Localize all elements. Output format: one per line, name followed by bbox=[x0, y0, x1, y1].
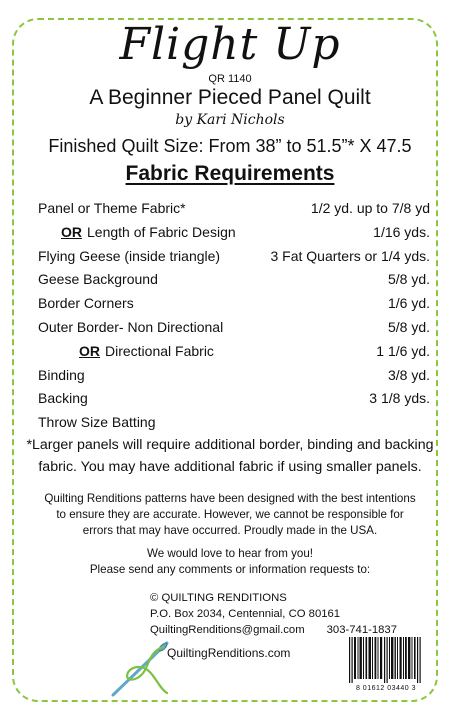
pattern-code: QR 1140 bbox=[208, 73, 252, 85]
fabric-name: Panel or Theme Fabric* bbox=[38, 200, 186, 216]
finished-size: Finished Quilt Size: From 38” to 51.5”* X 47.5 bbox=[48, 136, 412, 156]
fabric-row bbox=[0, 222, 460, 246]
thread-loop bbox=[127, 647, 167, 693]
barcode-bars bbox=[345, 637, 427, 683]
fabric-name: Flying Geese (inside triangle) bbox=[38, 247, 221, 264]
fabric-amount: 1/6 yd. bbox=[387, 295, 430, 312]
fabric-row bbox=[0, 341, 460, 365]
fabric-amount: 3 Fat Quarters or 1/4 yds. bbox=[270, 247, 430, 264]
fabric-requirements-list bbox=[0, 198, 460, 436]
fabric-name: Outer Border- Non Directional bbox=[38, 318, 224, 335]
or-label: OR bbox=[79, 342, 100, 359]
fabric-amount: 1/2 yd. up to 7/8 yd bbox=[310, 200, 430, 216]
panel-size-note: *Larger panels will require additional border, binding and backing fabric. You may have additional fabric if using smaller panels. bbox=[26, 437, 434, 475]
fabric-amount: 1/16 yds. bbox=[373, 223, 430, 240]
pattern-subtitle: A Beginner Pieced Panel Quilt bbox=[89, 86, 371, 109]
fabric-name: Length of Fabric Design bbox=[87, 223, 236, 240]
fabric-heading-text: Fabric Requirements bbox=[125, 162, 335, 185]
fabric-amount: 1 1/6 yd. bbox=[376, 342, 430, 359]
fabric-row bbox=[0, 388, 460, 412]
fabric-amount: 3/8 yd. bbox=[387, 366, 430, 383]
fabric-name: Directional Fabric bbox=[105, 342, 214, 359]
fabric-name: Throw Size Batting bbox=[38, 414, 156, 431]
fabric-row bbox=[0, 293, 460, 317]
fabric-amount: 5/8 yd. bbox=[387, 318, 430, 335]
phone-number: 303-741-1837 bbox=[326, 624, 397, 636]
fabric-requirements-heading bbox=[0, 160, 460, 188]
fabric-row bbox=[0, 317, 460, 341]
fabric-row bbox=[0, 365, 460, 389]
contact-request bbox=[40, 546, 420, 578]
fabric-amount: 5/8 yd. bbox=[387, 271, 430, 288]
po-box: P.O. Box 2034, Centennial, CO 80161 bbox=[150, 608, 341, 620]
fabric-name-wrapper bbox=[61, 222, 236, 242]
contact-line-2: Please send any comments or information requests to: bbox=[89, 563, 371, 576]
barcode-digits: 8 01612 03440 3 bbox=[355, 685, 417, 692]
email-address: QuiltingRenditions@gmail.com bbox=[150, 624, 305, 636]
barcode bbox=[345, 637, 427, 693]
fabric-row bbox=[0, 412, 460, 436]
fabric-row bbox=[0, 269, 460, 293]
website-link[interactable]: QuiltingRenditions.com bbox=[167, 646, 291, 660]
fabric-name: Border Corners bbox=[38, 295, 134, 312]
company-name: © QUILTING RENDITIONS bbox=[150, 592, 287, 604]
fabric-amount: 3 1/8 yds. bbox=[369, 390, 430, 407]
pattern-title: Flight Up bbox=[119, 19, 341, 70]
fabric-row bbox=[0, 246, 460, 270]
disclaimer-text: Quilting Renditions patterns have been designed with the best intentions to ensure they are accurate. However, we cannot be responsible for errors that may have occurred. Proudly made in the USA. bbox=[44, 492, 416, 537]
fabric-name-wrapper bbox=[79, 341, 214, 361]
email-phone-line bbox=[150, 622, 397, 638]
fabric-name: Geese Background bbox=[38, 271, 158, 288]
mailing-address bbox=[150, 590, 397, 638]
fabric-row bbox=[0, 198, 460, 222]
fabric-name: Backing bbox=[38, 390, 88, 407]
contact-line-1: We would love to hear from you! bbox=[146, 547, 314, 560]
author-credit: by Kari Nichols bbox=[175, 112, 285, 128]
fabric-name: Binding bbox=[38, 366, 85, 383]
needle-and-thread-icon bbox=[105, 633, 175, 703]
or-label: OR bbox=[61, 223, 82, 240]
